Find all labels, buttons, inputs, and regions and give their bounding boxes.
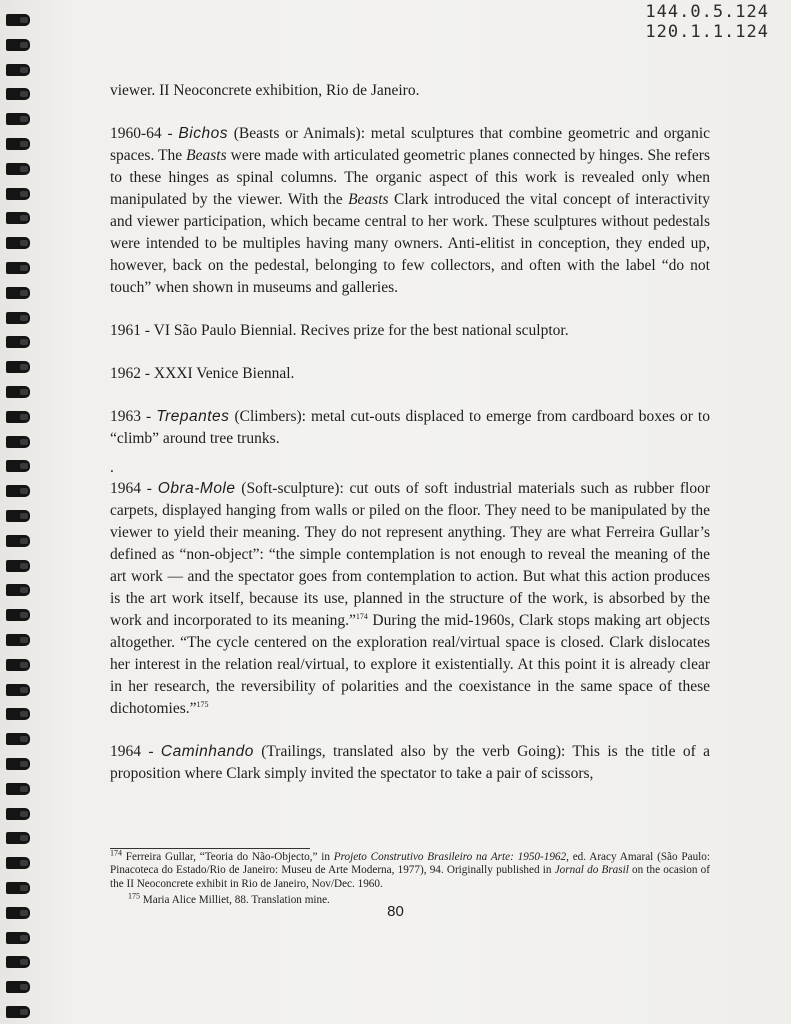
- entry-text: (Soft-sculpture): cut outs of soft industrial materials such as rubber floor carpets, displayed hanging from walls or piled on the floor. They need to be manipulated by the viewer to yield their meaning. They do not represent anything. They are what Ferreira Gullar’s defined as “non-object”: “the simple contemplation is not enough to reveal the meaning of the art work — and the spectator goes from contemplation to action. But what this action produces is the art work itself, because its use, planned in the structure of the work, is absorbed by the work and incorporated to its meaning.”: [110, 480, 710, 629]
- binding-ring: [6, 485, 30, 497]
- binding-ring: [6, 138, 30, 150]
- stray-dot: .: [110, 459, 114, 476]
- archive-stamp-line-1: 144.0.5.124: [645, 2, 769, 22]
- binding-ring: [6, 14, 30, 26]
- footnote-174: [110, 848, 710, 891]
- entry-title: Bichos: [178, 125, 228, 142]
- footnote-divider: [110, 848, 310, 849]
- binding-ring: [6, 609, 30, 621]
- footnote-text: Maria Alice Milliet, 88. Translation mine.: [140, 894, 330, 907]
- entry-1961: [110, 320, 710, 342]
- body-text: [110, 80, 710, 806]
- archive-stamp-line-2: 120.1.1.124: [645, 22, 769, 42]
- binding-ring: [6, 64, 30, 76]
- binding-ring: [6, 708, 30, 720]
- entry-text: (Beasts or Animals): metal sculptures that combine geometric and organic spaces. The: [110, 125, 710, 164]
- page-number: 80: [387, 903, 404, 920]
- binding-ring: [6, 634, 30, 646]
- entry-title: Caminhando: [160, 743, 254, 760]
- footnote-number: 174: [110, 848, 122, 858]
- binding-ring: [6, 262, 30, 274]
- binding-ring: [6, 312, 30, 324]
- footnote-ref: 174: [355, 611, 368, 621]
- binding-ring: [6, 932, 30, 944]
- emphasis: Beasts: [186, 147, 227, 164]
- binding-ring: [6, 163, 30, 175]
- footnote-text: , ed. Aracy Amaral (São Paulo: Pinacoteca do Estado/Rio de Janeiro: Museu de Arte Moderna, 1977), 94. Originally published in: [110, 851, 710, 877]
- binding-ring: [6, 188, 30, 200]
- footnotes: [110, 848, 710, 911]
- binding-ring: [6, 88, 30, 100]
- entry-text: 1961 - VI São Paulo Biennial. Recives prize for the best national sculptor.: [110, 322, 569, 339]
- paragraph-continuation: [110, 80, 710, 102]
- binding-ring: [6, 212, 30, 224]
- entry-title: Trepantes: [156, 408, 230, 425]
- entry-year: 1964 -: [110, 480, 158, 497]
- binding-ring: [6, 386, 30, 398]
- entry-text: During the mid-1960s, Clark stops making art objects altogether. “The cycle centered on the exploration real/virtual space is closed. Clark dislocates her interest in the relation real/virtual, to explore it existentially. At this point it is already clear in her research, the reversibility of polarities and the coexistance in the same space of these dichotomies.”: [110, 612, 710, 717]
- binding-ring: [6, 436, 30, 448]
- entry-text: were made with articulated geometric planes connected by hinges. She refers to these hinges as spinal columns. The organic aspect of this work is revealed only when manipulated by the viewer. With the: [110, 147, 711, 208]
- entry-year: 1964 -: [110, 743, 161, 760]
- binding-ring: [6, 758, 30, 770]
- binding-ring: [6, 733, 30, 745]
- footnote-ref: 175: [196, 699, 209, 709]
- binding-ring: [6, 882, 30, 894]
- entry-text: (Trailings, translated also by the verb Going): This is the title of a proposition where Clark simply invited the spectator to take a pair of scissors,: [110, 743, 710, 782]
- footnote-number: 175: [128, 891, 140, 901]
- binding-ring: [6, 510, 30, 522]
- entry-1962: [110, 363, 710, 385]
- footnote-emphasis: Jornal do Brasil: [554, 864, 629, 877]
- archive-stamp: [645, 2, 769, 42]
- binding-ring: [6, 336, 30, 348]
- binding-ring: [6, 39, 30, 51]
- binding-ring: [6, 1006, 30, 1018]
- binding-ring: [6, 560, 30, 572]
- binding-ring: [6, 237, 30, 249]
- footnote-text: Ferreira Gullar, “Teoria do Não-Objecto,” in: [122, 851, 334, 863]
- paragraph-text: viewer. II Neoconcrete exhibition, Rio de Janeiro.: [110, 82, 420, 99]
- binding-ring: [6, 584, 30, 596]
- entry-text: (Climbers): metal cut-outs displaced to emerge from cardboard boxes or to “climb” around tree trunks.: [110, 408, 710, 447]
- entry-bichos: [110, 123, 710, 299]
- binding-ring: [6, 361, 30, 373]
- footnote-text: on the ocasion of the II Neoconcrete exhibit in Rio de Janeiro, Nov/Dec. 1960.: [110, 864, 710, 890]
- entry-text: 1962 - XXXI Venice Biennal.: [110, 365, 295, 382]
- binding-ring: [6, 981, 30, 993]
- emphasis: Beasts: [348, 191, 389, 208]
- binding-ring: [6, 460, 30, 472]
- binding-ring: [6, 113, 30, 125]
- entry-caminhando: [110, 741, 710, 785]
- binding-ring: [6, 956, 30, 968]
- footnote-emphasis: Projeto Construtivo Brasileiro na Arte: 1950-1962: [333, 851, 567, 863]
- binding-ring: [6, 832, 30, 844]
- entry-title: Obra-Mole: [157, 480, 236, 497]
- spiral-binding: [0, 0, 48, 1024]
- binding-ring: [6, 783, 30, 795]
- binding-ring: [6, 287, 30, 299]
- binding-ring: [6, 857, 30, 869]
- binding-ring: [6, 411, 30, 423]
- entry-text: Clark introduced the vital concept of interactivity and viewer participation, which became central to her work. These sculptures without pedestals were intended to be multiples having many owners. Anti-elitist in conception, they ended up, however, back on the pedestal, belonging to few collectors, and often with the label “do not touch” when shown in museums and galleries.: [110, 191, 710, 296]
- entry-year: 1963 -: [110, 408, 157, 425]
- entry-year: 1960-64 -: [110, 125, 179, 142]
- entry-trepantes: [110, 406, 710, 450]
- entry-obra-mole: [110, 478, 710, 720]
- binding-ring: [6, 684, 30, 696]
- binding-ring: [6, 808, 30, 820]
- binding-ring: [6, 659, 30, 671]
- binding-ring: [6, 535, 30, 547]
